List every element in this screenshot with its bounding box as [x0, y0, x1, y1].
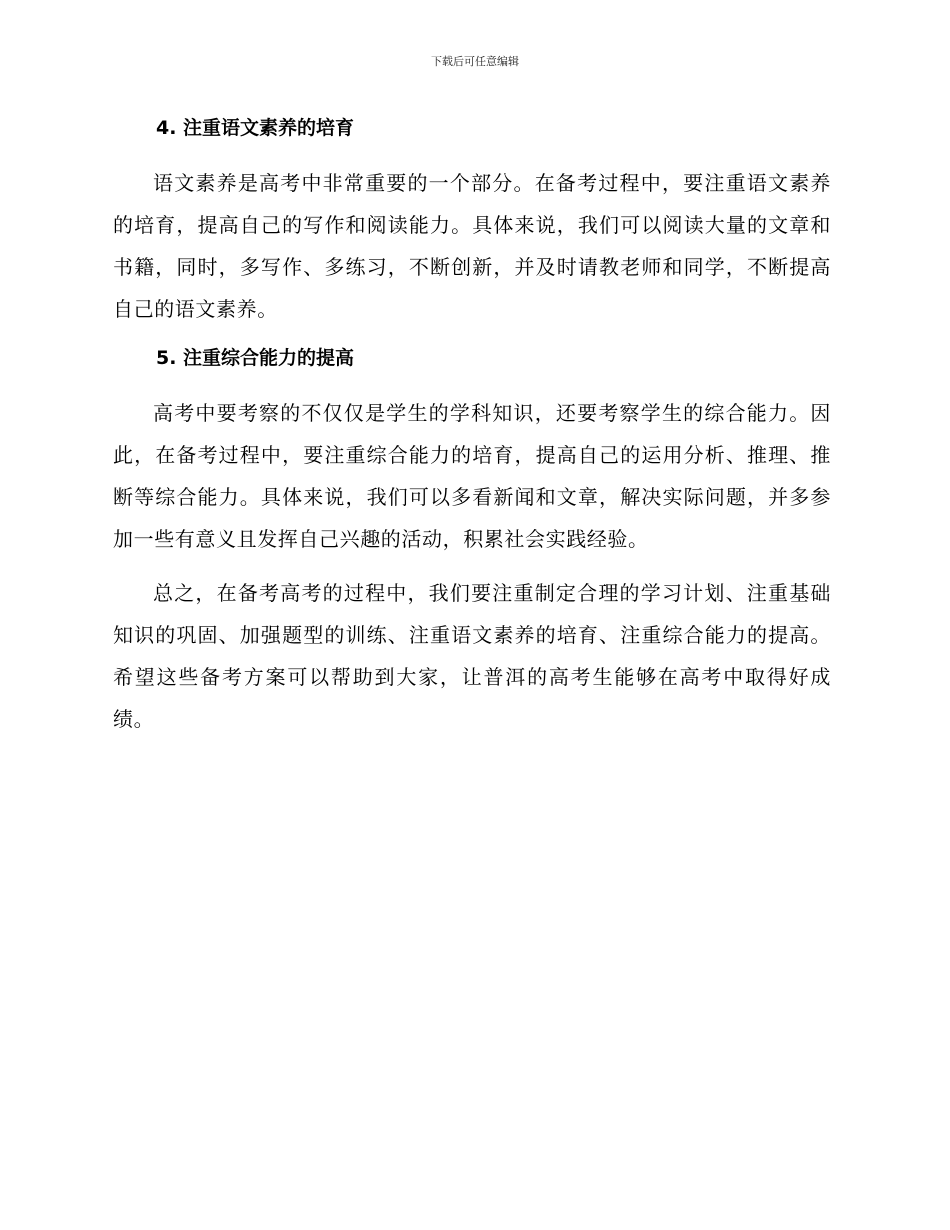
section-paragraph: 高考中要考察的不仅仅是学生的学科知识，还要考察学生的综合能力。因此，在备考过程中，要注重综合能力的培育，提高自己的运用分析、推理、推断等综合能力。具体来说，我们可以多看新闻和文章，解决实际问题，并多参加一些有意义且发挥自己兴趣的活动，积累社会实践经验。 [113, 401, 831, 551]
section-heading: 4. 注重语文素养的培育 [156, 117, 355, 139]
section-5 [113, 342, 831, 560]
document-body [113, 112, 831, 752]
section-4 [113, 112, 831, 330]
section-heading: 5. 注重综合能力的提高 [156, 347, 355, 369]
page-header: 下载后可任意编辑 [431, 55, 519, 68]
section-paragraph: 语文素养是高考中非常重要的一个部分。在备考过程中，要注重语文素养的培育，提高自己的写作和阅读能力。具体来说，我们可以阅读大量的文章和书籍，同时，多写作、多练习，不断创新，并及时请教老师和同学，不断提高自己的语文素养。 [113, 171, 831, 321]
conclusion-paragraph: 总之，在备考高考的过程中，我们要注重制定合理的学习计划、注重基础知识的巩固、加强题型的训练、注重语文素养的培育、注重综合能力的提高。希望这些备考方案可以帮助到大家，让普洱的高考生能够在高考中取得好成绩。 [113, 581, 831, 731]
